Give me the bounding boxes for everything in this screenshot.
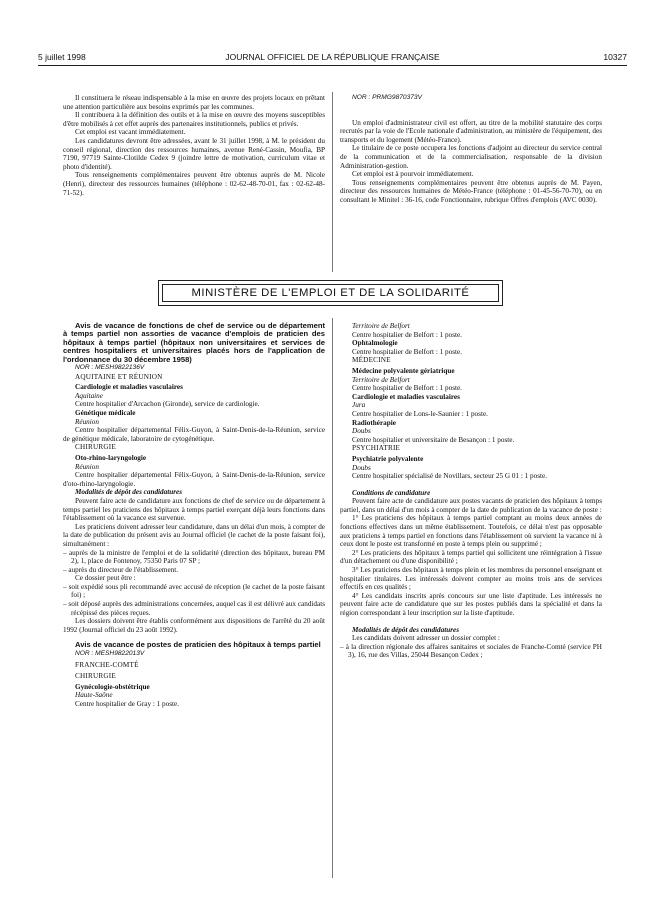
place-heading: Doubs (352, 463, 371, 472)
section-heading: Conditions de candidature (352, 488, 431, 497)
page-header (38, 52, 627, 64)
paragraph: Centre hospitalier spécialisé de Novillars, secteur 25 G 01 : 1 poste. (352, 472, 548, 481)
ministry-heading-box (158, 280, 503, 306)
lower-right-column (340, 322, 602, 660)
paragraph: 4° Les candidats inscrits après concours sur une liste d'aptitude. Les intéressés ne peuvent faire acte de candidature que sur les postes publiés dans la spécialité et dans la région correspondant à leur inscription sur la liste d'aptitude. (340, 591, 602, 617)
paragraph: Centre hospitalier de Belfort : 1 poste. (352, 384, 462, 393)
nor-reference: NOR : MESH9822013V (75, 649, 145, 657)
paragraph: Les dossiers doivent être établis conformément aux dispositions de l'arrêté du 20 août 1992 (Journal officiel du 23 août 1992). (63, 617, 325, 634)
list-item: – auprès du directeur de l'établissement. (63, 565, 179, 574)
specialty-heading: Génétique médicale (75, 409, 136, 417)
paragraph: Cet emploi est vacant immédiatement. (75, 128, 186, 137)
paragraph: Centre hospitalier de Gray : 1 poste. (75, 699, 179, 708)
top-right-column (340, 94, 602, 205)
specialty-heading: Ophtalmologie (352, 339, 398, 348)
specialty-heading: Gynécologie-obstétrique (75, 682, 150, 691)
paragraph: Centre hospitalier de Belfort : 1 poste. (352, 330, 462, 339)
paragraph: Centre hospitalier et universitaire de Besançon : 1 poste. (352, 435, 515, 444)
paragraph: 1° Les praticiens des hôpitaux à temps partiel comptant au moins deux années de fonctions effectives dans un même établissement. Toutefois, ce délai n'est pas opposable aux praticiens à temps partiel en fonctions dans l'établissement où survient la vacance ni à ceux dont le poste est transformé en poste à temps plein ou supprimé ; (340, 514, 602, 549)
paragraph: Centre hospitalier d'Arcachon (Gironde), service de cardiologie. (75, 400, 260, 409)
top-left-column (63, 94, 325, 197)
place-heading: Doubs (352, 427, 371, 436)
place-heading: Territoire de Belfort (352, 375, 410, 384)
paragraph: Les praticiens doivent adresser leur candidature, dans un délai d'un mois, à compter de la date de publication du présent avis au Journal officiel (le cachet de la poste faisant foi), simultanément : (63, 522, 325, 548)
specialty-heading: Radiothérapie (352, 418, 396, 427)
place-heading: Haute-Saône (75, 691, 113, 700)
list-item: – auprès de la ministre de l'emploi et de la solidarité (direction des hôpitaux, bureau PM 2), 1, place de Fontenoy, 75350 Paris 07 SP ; (63, 548, 325, 566)
place-heading: Réunion (75, 417, 99, 426)
list-item: – soit expédié sous pli recommandé avec accusé de réception (le cachet de la poste faisant foi) ; (63, 582, 325, 600)
section-heading: Modalités de dépôt des candidatures (352, 625, 460, 634)
header-rule (38, 65, 627, 66)
region-heading: FRANCHE-COMTÉ (75, 661, 139, 670)
place-heading: Territoire de Belfort (352, 322, 410, 330)
paragraph: Peuvent faire acte de candidature aux postes vacants de praticien des hôpitaux à temps partiel, dans un délai d'un mois à compter de la date de publication de la vacance de poste : (340, 497, 602, 514)
paragraph: 3° Les praticiens des hôpitaux à temps plein et les membres du personnel enseignant et hospitalier titulaires. Les intéressés doivent compter au moins trois ans de services effectifs en ces qualités ; (340, 566, 602, 592)
place-heading: Réunion (75, 462, 99, 471)
specialty-heading: Psychiatrie polyvalente (352, 454, 424, 463)
lower-left-column (63, 322, 325, 708)
paragraph: 2° Les praticiens des hôpitaux à temps partiel qui sollicitent une réintégration à l'issue d'un détachement ou d'une disponibilité ; (340, 548, 602, 566)
paragraph: Il constituera le réseau indispensable à la mise en œuvre des projets locaux en prêtant une attention particulière aux besoins exprimés par les communes. (63, 94, 325, 111)
paragraph: Tous renseignements complémentaires peuvent être obtenus auprès de M. Payen, directeur des ressources humaines de Météo-France (téléphone : 01-45-56-70-70), ou en consultant le Minitel : 36-16, code Fonctionnaire, rubrique Offres d'emplois (AVC 0030). (340, 178, 602, 204)
region-heading: CHIRURGIE (75, 443, 116, 452)
header-date: 5 juillet 1998 (38, 52, 86, 62)
paragraph: Ce dossier peut être : (75, 574, 136, 583)
region-heading: PSYCHIATRIE (352, 444, 401, 453)
list-item: – soit déposé auprès des administrations concernées, auquel cas il est délivré aux candidats récépissé des pièces reçues. (63, 600, 325, 617)
paragraph: Peuvent faire acte de candidature aux fonctions de chef de service ou de département à temps partiel les praticiens des hôpitaux à temps partiel exerçant déjà leurs fonctions dans l'établissement où la vacance est survenue. (63, 496, 325, 523)
specialty-heading: Cardiologie et maladies vasculaires (75, 383, 183, 392)
paragraph: Les candidats doivent adresser un dossier complet : (352, 634, 500, 643)
paragraph: Un emploi d'administrateur civil est offert, au titre de la mobilité statutaire des corps recrutés par la voie de l'Ecole nationale d'administration, au ministère de l'équipement, des transports et du logement (Météo-France). (340, 118, 602, 144)
list-item: – à la direction régionale des affaires sanitaires et sociales de Franche-Comté (service PH 3), 16, rue des Villas, 25044 Besançon Cedex ; (340, 642, 602, 660)
header-title: JOURNAL OFFICIEL DE LA RÉPUBLIQUE FRANÇAISE (225, 52, 440, 62)
region-heading: MÉDECINE (352, 356, 391, 365)
section-heading: Modalités de dépôt des candidatures (75, 488, 183, 497)
paragraph: Les candidatures devront être adressées, avant le 31 juillet 1998, à M. le président du conseil régional, direction des ressources humaines, avenue René-Cassin, Moufia, BP 7190, 97719 Sainte-Clotilde Cedex 9 (joindre lettre de motivation, curriculum vitae et photo d'identité). (63, 136, 325, 171)
specialty-heading: Cardiologie et maladies vasculaires (352, 392, 460, 401)
paragraph: Il contribuera à la définition des outils et à la mise en œuvre des moyens susceptibles d'être mobilisés à cet effet auprès des partenaires institutionnels, publics et privés. (63, 111, 325, 128)
nor-reference: NOR : MESH9822136V (75, 364, 145, 372)
column-divider (332, 92, 333, 272)
paragraph: Centre hospitalier de Belfort : 1 poste. (352, 347, 462, 356)
nor-reference: NOR : PRMG9870373V (352, 94, 422, 101)
notice-title: Avis de vacance de postes de praticien des hôpitaux à temps partiel (75, 640, 321, 650)
region-heading: AQUITAINE ET RÉUNION (75, 372, 163, 381)
paragraph: Cet emploi est à pourvoir immédiatement. (352, 170, 474, 179)
paragraph: Centre hospitalier départemental Félix-Guyon, à Saint-Denis-de-la-Réunion, service de génétique médicale, laboratoire de cytogénétique. (63, 426, 325, 443)
paragraph: Centre hospitalier départemental Félix-Guyon, à Saint-Denis-de-la-Réunion, service d'oto-rhino-laryngologie. (63, 471, 325, 488)
region-heading: CHIRURGIE (75, 672, 116, 681)
column-divider (332, 318, 333, 878)
place-heading: Jura (352, 401, 366, 410)
notice-title: Avis de vacance de fonctions de chef de service ou de département à temps partiel non assorties de vacance d'emplois de praticien des hôpitaux à temps partiel (hôpitaux non universitaires et services de centres hospitaliers et universitaires placés hors de l'application de l'ordonnance du 30 décembre 1958) (63, 321, 325, 364)
specialty-heading: Oto-rhino-laryngologie (75, 453, 147, 462)
place-heading: Aquitaine (75, 391, 103, 400)
paragraph: Centre hospitalier de Lons-le-Saunier : 1 poste. (352, 409, 488, 418)
paragraph: Le titulaire de ce poste occupera les fonctions d'adjoint au directeur du service central de la communication et de la commercialisation, responsable de la division Administration-gestion. (340, 144, 602, 170)
paragraph: Tous renseignements complémentaires peuvent être obtenus auprès de M. Nicole (Henri), directeur des ressources humaines (téléphone : 02-62-48-70-01, fax : 02-62-48-71-52). (63, 171, 325, 197)
header-page-number: 10327 (603, 52, 627, 62)
specialty-heading: Médecine polyvalente gériatrique (352, 366, 455, 375)
ministry-heading: MINISTÈRE DE L'EMPLOI ET DE LA SOLIDARITÉ (162, 284, 499, 302)
spacer (340, 103, 602, 119)
